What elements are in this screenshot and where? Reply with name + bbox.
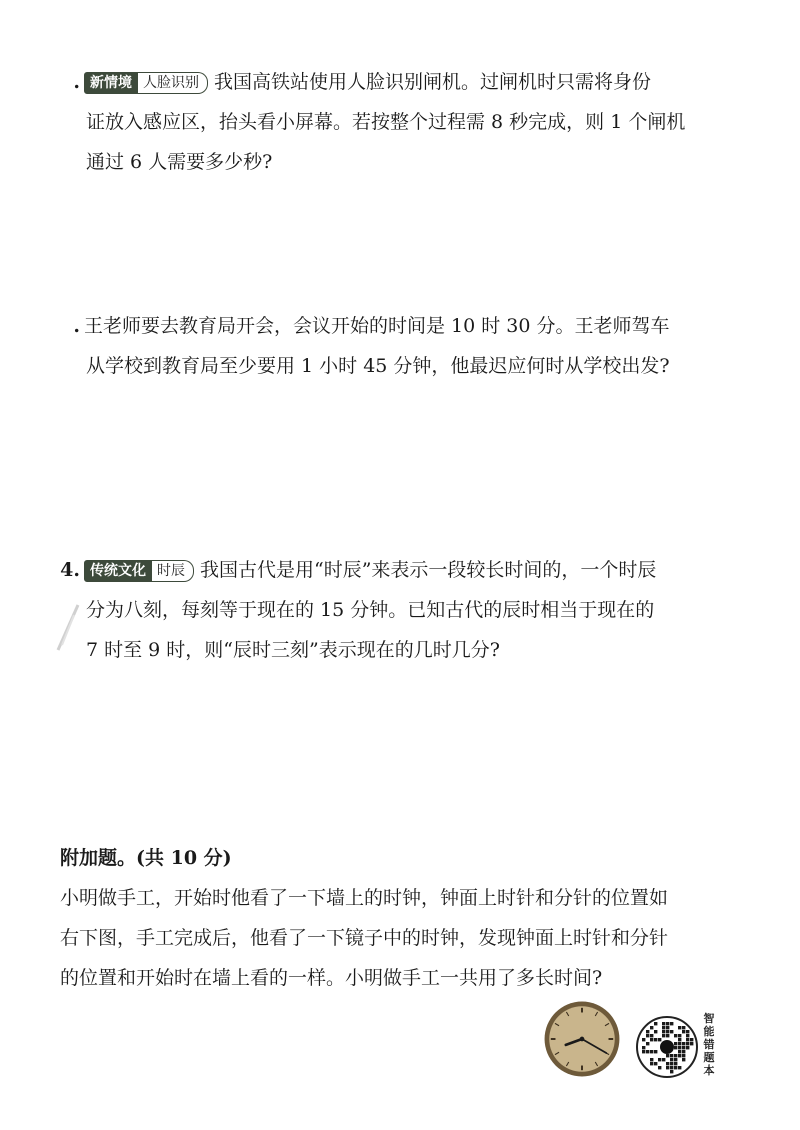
qr-cell [686,1038,689,1041]
qr-label-char: 本 [703,1064,715,1077]
qr-cell [682,1050,685,1053]
qr-cell [666,1066,669,1069]
qr-cell [662,1034,665,1037]
scan-smudge [48,600,88,660]
qr-cell [658,1058,661,1061]
question-2-number: . [73,315,80,337]
qr-cell [654,1062,657,1065]
qr-label-char: 错 [703,1038,715,1051]
qr-cell [678,1038,681,1041]
qr-label-char: 能 [703,1025,715,1038]
extra-question-text-2: 右下图，手工完成后，他看了一下镜子中的时钟，发现钟面上时针和分针 [60,927,669,949]
qr-cell [686,1042,689,1045]
qr-cell [678,1042,681,1045]
question-1-line-1 [60,62,760,102]
qr-cell [642,1046,645,1049]
qr-cell [650,1026,653,1029]
qr-cell [662,1022,665,1025]
question-4-tag [84,560,194,582]
question-1-number: . [73,71,80,93]
qr-cell [670,1030,673,1033]
qr-cell [674,1058,677,1061]
qr-cell [662,1026,665,1029]
qr-cell [654,1030,657,1033]
qr-cell [646,1050,649,1053]
question-2-text-1: 王老师要去教育局开会，会议开始的时间是 10 时 30 分。王老师驾车 [84,315,670,337]
qr-cell [670,1070,673,1073]
qr-cell [674,1062,677,1065]
qr-cell [678,1034,681,1037]
qr-cell [686,1034,689,1037]
qr-cell [666,1034,669,1037]
qr-cell [654,1022,657,1025]
qr-cell [686,1030,689,1033]
qr-cell [666,1022,669,1025]
qr-cell [650,1050,653,1053]
extra-question-text-1: 小明做手工，开始时他看了一下墙上的时钟，钟面上时针和分针的位置如 [60,887,669,909]
question-1-tag [84,72,208,94]
qr-cell [674,1042,677,1045]
qr-cell [690,1042,693,1045]
qr-cell [678,1066,681,1069]
qr-cell [670,1062,673,1065]
wall-clock-icon [543,1000,621,1078]
qr-cell [678,1026,681,1029]
qr-cell [682,1026,685,1029]
qr-cell [674,1066,677,1069]
tag-shichen: 时辰 [152,560,194,582]
question-4-number: 4. [60,559,80,581]
question-1-text-3: 通过 6 人需要多少秒? [86,151,273,173]
tag-traditional-culture: 传统文化 [84,560,152,582]
question-2 [60,306,760,386]
question-1-text-2: 证放入感应区，抬头看小屏幕。若按整个过程需 8 秒完成，则 1 个闸机 [86,111,686,133]
qr-cell [666,1030,669,1033]
question-4-line-1 [60,550,760,590]
qr-label [701,1012,717,1077]
qr-cell [670,1066,673,1069]
qr-cell [658,1066,661,1069]
qr-cell [682,1030,685,1033]
qr-cell [690,1038,693,1041]
qr-cell [674,1034,677,1037]
qr-cell [646,1042,649,1045]
qr-cell [678,1054,681,1057]
qr-center-dot [660,1040,674,1054]
tag-face-recognition: 人脸识别 [138,72,208,94]
qr-cell [646,1030,649,1033]
qr-cell [678,1050,681,1053]
qr-cell [666,1062,669,1065]
qr-cell [674,1046,677,1049]
qr-label-char: 题 [703,1051,715,1064]
qr-cell [682,1054,685,1057]
qr-cell [650,1034,653,1037]
qr-cell [686,1046,689,1049]
qr-cell [650,1062,653,1065]
qr-cell [662,1030,665,1033]
tag-new-context: 新情境 [84,72,138,94]
qr-cell [670,1022,673,1025]
qr-cell [674,1054,677,1057]
qr-label-char: 智 [703,1012,715,1025]
qr-cell [670,1058,673,1061]
question-2-text-2: 从学校到教育局至少要用 1 小时 45 分钟，他最迟应何时从学校出发? [86,355,670,377]
qr-cell [682,1058,685,1061]
question-2-line-1 [60,306,760,346]
question-4-text-3: 7 时至 9 时，则“辰时三刻”表示现在的几时几分? [86,639,500,661]
qr-cell [642,1050,645,1053]
qr-cell [682,1042,685,1045]
question-1 [60,62,760,182]
clock-center [580,1037,585,1042]
qr-cell [642,1038,645,1041]
qr-cell [654,1050,657,1053]
qr-cell [654,1038,657,1041]
qr-cell [650,1038,653,1041]
qr-cell [658,1038,661,1041]
qr-code-icon[interactable] [636,1016,698,1078]
qr-cell [666,1026,669,1029]
qr-cell [662,1058,665,1061]
question-4 [60,550,760,670]
qr-cell [650,1058,653,1061]
qr-cell [670,1054,673,1057]
qr-cell [666,1054,669,1057]
qr-cell [682,1046,685,1049]
question-4-text-1: 我国古代是用“时辰”来表示一段较长时间的，一个时辰 [200,559,657,581]
qr-cell [678,1046,681,1049]
extra-question-text-3: 的位置和开始时在墙上看的一样。小明做手工一共用了多长时间? [60,967,603,989]
question-4-text-2: 分为八刻，每刻等于现在的 15 分钟。已知古代的辰时相当于现在的 [86,599,655,621]
qr-cell [646,1034,649,1037]
extra-question-title: 附加题。(共 10 分) [60,847,232,869]
extra-question [60,838,760,998]
question-1-text-1: 我国高铁站使用人脸识别闸机。过闸机时只需将身份 [214,71,652,93]
